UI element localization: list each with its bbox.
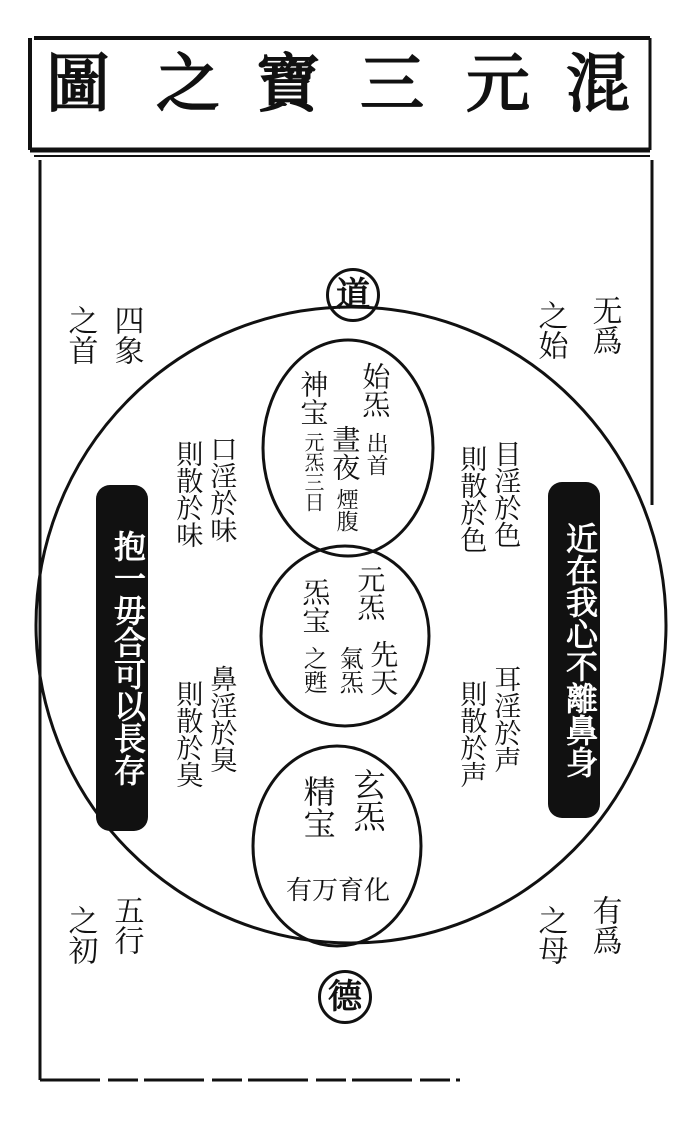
seal-dao: 道 [326,268,380,322]
corner-bottom-left-col1: 五行 [108,895,144,955]
circle-mid-col3: 炁宝 [298,578,332,634]
title-char-4: 三 [360,47,424,122]
title-char-3: 寶 [256,47,320,122]
circle-top-sub3: 元炁三日 [301,432,325,512]
circle-bottom-col1: 玄炁 [348,768,387,832]
circle-top-col2: 晝夜 [328,425,362,481]
title-char-1: 圖 [46,47,110,122]
corner-top-left-col2: 之首 [62,305,98,365]
circle-top-col1: 始炁 [358,362,392,418]
sense-eye-col2: 則散於色 [455,445,487,553]
title-char-2: 之 [156,47,220,122]
sense-eye-col1: 目淫於色 [489,440,521,548]
circle-mid-col2: 先天 [366,640,400,696]
title-char-6: 混 [566,47,630,122]
circle-top-sub2: 煙腹 [333,488,359,532]
banner-right: 近在我心不離鼻身 [548,482,600,818]
circle-mid-col1: 元炁 [353,565,387,621]
sense-mouth-col2: 則散於味 [171,440,203,548]
circle-bottom-col2: 精宝 [298,775,337,839]
sense-nose-col1: 鼻淫於臭 [205,665,237,773]
corner-top-left-col1: 四象 [108,305,144,365]
corner-bottom-right-col1: 有爲 [586,895,622,955]
title-char-5: 元 [466,47,530,122]
seal-de: 德 [318,970,372,1024]
sense-nose-col2: 則散於臭 [171,680,203,788]
circle-mid-sub2: 之甦 [299,646,328,694]
corner-top-right-col1: 无爲 [586,295,622,355]
sense-mouth-col1: 口淫於味 [205,435,237,543]
circle-top-col3: 神宝 [296,370,330,426]
circle-top-sub1: 出首 [363,432,389,476]
banner-left: 抱一毋合可以長存 [96,485,148,831]
circle-bottom-line: 化育万有 [286,876,391,906]
circle-mid-sub1: 氣炁 [335,646,364,694]
corner-top-right-col2: 之始 [532,300,568,360]
corner-bottom-right-col2: 之母 [532,905,568,965]
sense-ear-col1: 耳淫於声 [489,665,521,773]
corner-bottom-left-col2: 之初 [62,905,98,965]
sense-ear-col2: 則散於声 [455,680,487,788]
